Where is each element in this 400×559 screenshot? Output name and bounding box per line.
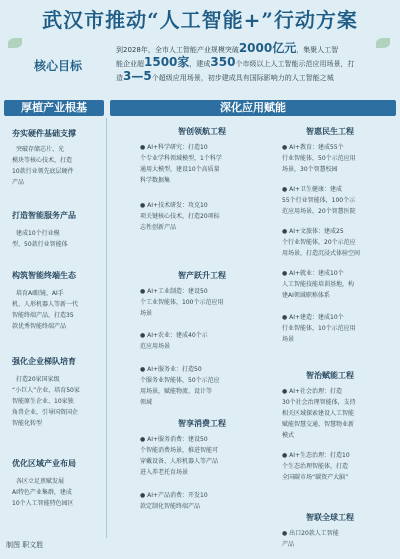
section-line: 范应用场景 bbox=[140, 343, 171, 350]
section-line: 智能终端产品，打造35 bbox=[12, 312, 74, 319]
section-title: 智创领航工程 bbox=[178, 127, 226, 136]
section-line: 款定制化智能终端产品 bbox=[140, 503, 201, 510]
section-line: 30个社会治理智能体，支持 bbox=[282, 399, 356, 406]
section-line: 行业智能体，10个示范应用 bbox=[282, 325, 356, 332]
section-line: 行业智能体，50个示范应用 bbox=[282, 155, 356, 162]
section-line: 突破存储芯片、光 bbox=[16, 146, 65, 153]
section-title: 智治赋能工程 bbox=[306, 371, 354, 380]
section-line: ● AI+农业：建成40个示 bbox=[140, 332, 208, 339]
section-line: 智能化转型 bbox=[12, 420, 43, 427]
section-line: 个生态治理智能体，打造 bbox=[282, 463, 349, 470]
page-title: 武汉市推动“人工智能+”行动方案 bbox=[42, 8, 358, 32]
section-line: “小巨人”企业，培育50家 bbox=[12, 387, 80, 394]
section-line: 用场景，赋能物流、设计等 bbox=[140, 388, 213, 395]
section-title: 强化企业梯队培育 bbox=[12, 357, 76, 366]
section-title: 智联全球工程 bbox=[306, 513, 354, 522]
section-line: 建AI领域职称体系 bbox=[282, 292, 330, 299]
section-line: 建成10个行业模 bbox=[16, 230, 60, 237]
section-line: 穿戴设备、人形机器人等产品 bbox=[140, 458, 219, 465]
section-line: 个服务业智能体，50个示范应 bbox=[140, 377, 220, 384]
section-line: 项关键核心技术，打造20项标 bbox=[140, 213, 220, 220]
section-line: ● AI+就业：建成10个 bbox=[282, 270, 344, 277]
section-line: ● AI+教育：建成55个 bbox=[282, 144, 344, 151]
section-line: ● AI+工业制造：建设50 bbox=[140, 288, 208, 295]
section-line: 模块等核心技术，打造 bbox=[12, 157, 73, 164]
section-line: 个行业智能体，20个示范应 bbox=[282, 239, 356, 246]
section-line: ● AI+卫生健康：建成 bbox=[282, 186, 343, 193]
section-line: 个智能消费场景，推进智能可 bbox=[140, 447, 219, 454]
section-line: ● AI+科学研究：打造10 bbox=[140, 144, 208, 151]
section-line: ● AI+建造：建成10个 bbox=[282, 314, 344, 321]
goal-line-3: 造3—5个超级应用场景，初步建成具有国际影响力的人工智能之城 bbox=[116, 69, 334, 83]
section-line: 机、人形机器人等新一代 bbox=[12, 301, 79, 308]
section-line: 智能原生企业、10家独 bbox=[12, 398, 74, 405]
section-line: 进入养老托育场景 bbox=[140, 469, 189, 476]
section-line: AI特色产业集群，建成 bbox=[12, 489, 72, 496]
section-line: 用场景，打造沉浸式体验空间 bbox=[282, 250, 361, 257]
section-line: 10款行业领先底层硬件 bbox=[12, 168, 74, 175]
section-title: 构筑智能终端生态 bbox=[12, 271, 76, 280]
section-title: 智产跃升工程 bbox=[178, 271, 226, 280]
section-line: 产品 bbox=[282, 541, 295, 548]
section-line: ● AI+服务消费：建设50 bbox=[140, 436, 208, 443]
credit: 制图 职文胜 bbox=[6, 541, 44, 549]
section-line: 各区立足禀赋发展 bbox=[16, 478, 65, 485]
section-line: ● AI+社会治理：打造 bbox=[282, 388, 343, 395]
section-title: 智享消费工程 bbox=[178, 419, 226, 428]
section-line: 产品 bbox=[12, 179, 25, 186]
section-line: 场景，30个智慧校园 bbox=[282, 166, 338, 173]
left-column-header: 厚植产业根基 bbox=[4, 100, 104, 116]
goal-line-2: 能企业超1500家，建成350个市级以上人工智能示范应用场景，打 bbox=[116, 55, 355, 69]
section-line: ● AI+技术研发：攻克10 bbox=[140, 202, 208, 209]
section-line: 打造20家国家级 bbox=[16, 376, 60, 383]
section-line: 人工智能技能培训基地，构 bbox=[282, 281, 355, 288]
section-line: 全国碳市场“碳资产大脑” bbox=[282, 474, 349, 481]
section-line: ● AI+产品消费：开发10 bbox=[140, 492, 208, 499]
right-column-header: 深化应用赋能 bbox=[110, 100, 396, 116]
section-title: 打造智能服务产品 bbox=[12, 211, 76, 220]
section-line: 领域 bbox=[140, 399, 153, 406]
section-line: 场景 bbox=[282, 336, 295, 343]
section-line: 科学数据集 bbox=[140, 177, 171, 184]
section-line: 款优秀智能终端产品 bbox=[12, 323, 67, 330]
section-line: 相关区域探索建设人工智能 bbox=[282, 410, 355, 417]
section-line: 10个人工智能特色园区 bbox=[12, 500, 74, 507]
section-line: 通用大模型，建设10个高质量 bbox=[140, 166, 220, 173]
section-line: 场景 bbox=[140, 310, 153, 317]
section-line: 个工业智能体，100个示范应用 bbox=[140, 299, 224, 306]
leaf-decoration bbox=[8, 38, 22, 48]
section-line: ● AI+服务业：打造50 bbox=[140, 366, 202, 373]
goal-line-1: 到2028年，全市人工智能产业规模突破2000亿元，集聚人工智 bbox=[116, 41, 339, 55]
section-line: 个专业学科领域模型，1个科学 bbox=[140, 155, 222, 162]
column-divider bbox=[106, 118, 107, 538]
section-line: 培育AI眼镜、AI手 bbox=[16, 290, 64, 297]
section-line: ● 出口20款人工智能 bbox=[282, 530, 339, 537]
section-line: 55个行业智能体，100个示 bbox=[282, 197, 356, 204]
goal-label: 核心目标 bbox=[33, 59, 82, 73]
section-line: 范应用场景，20个智慧医院 bbox=[282, 208, 356, 215]
section-line: 志性创新产品 bbox=[140, 224, 177, 231]
section-title: 夯实硬件基础支撑 bbox=[12, 129, 76, 138]
section-title: 智惠民生工程 bbox=[306, 127, 354, 136]
section-line: ● AI+文旅体：建成25 bbox=[282, 228, 344, 235]
section-title: 优化区域产业布局 bbox=[12, 459, 76, 468]
section-line: 模式 bbox=[282, 432, 295, 439]
section-line: 赋能智慧交通、智慧物业新 bbox=[282, 421, 355, 428]
section-line: 型、50款行业智能体 bbox=[12, 241, 68, 248]
section-line: 角兽企业，引导国资国企 bbox=[12, 409, 79, 416]
section-line: ● AI+生态治理：打造10 bbox=[282, 452, 350, 459]
